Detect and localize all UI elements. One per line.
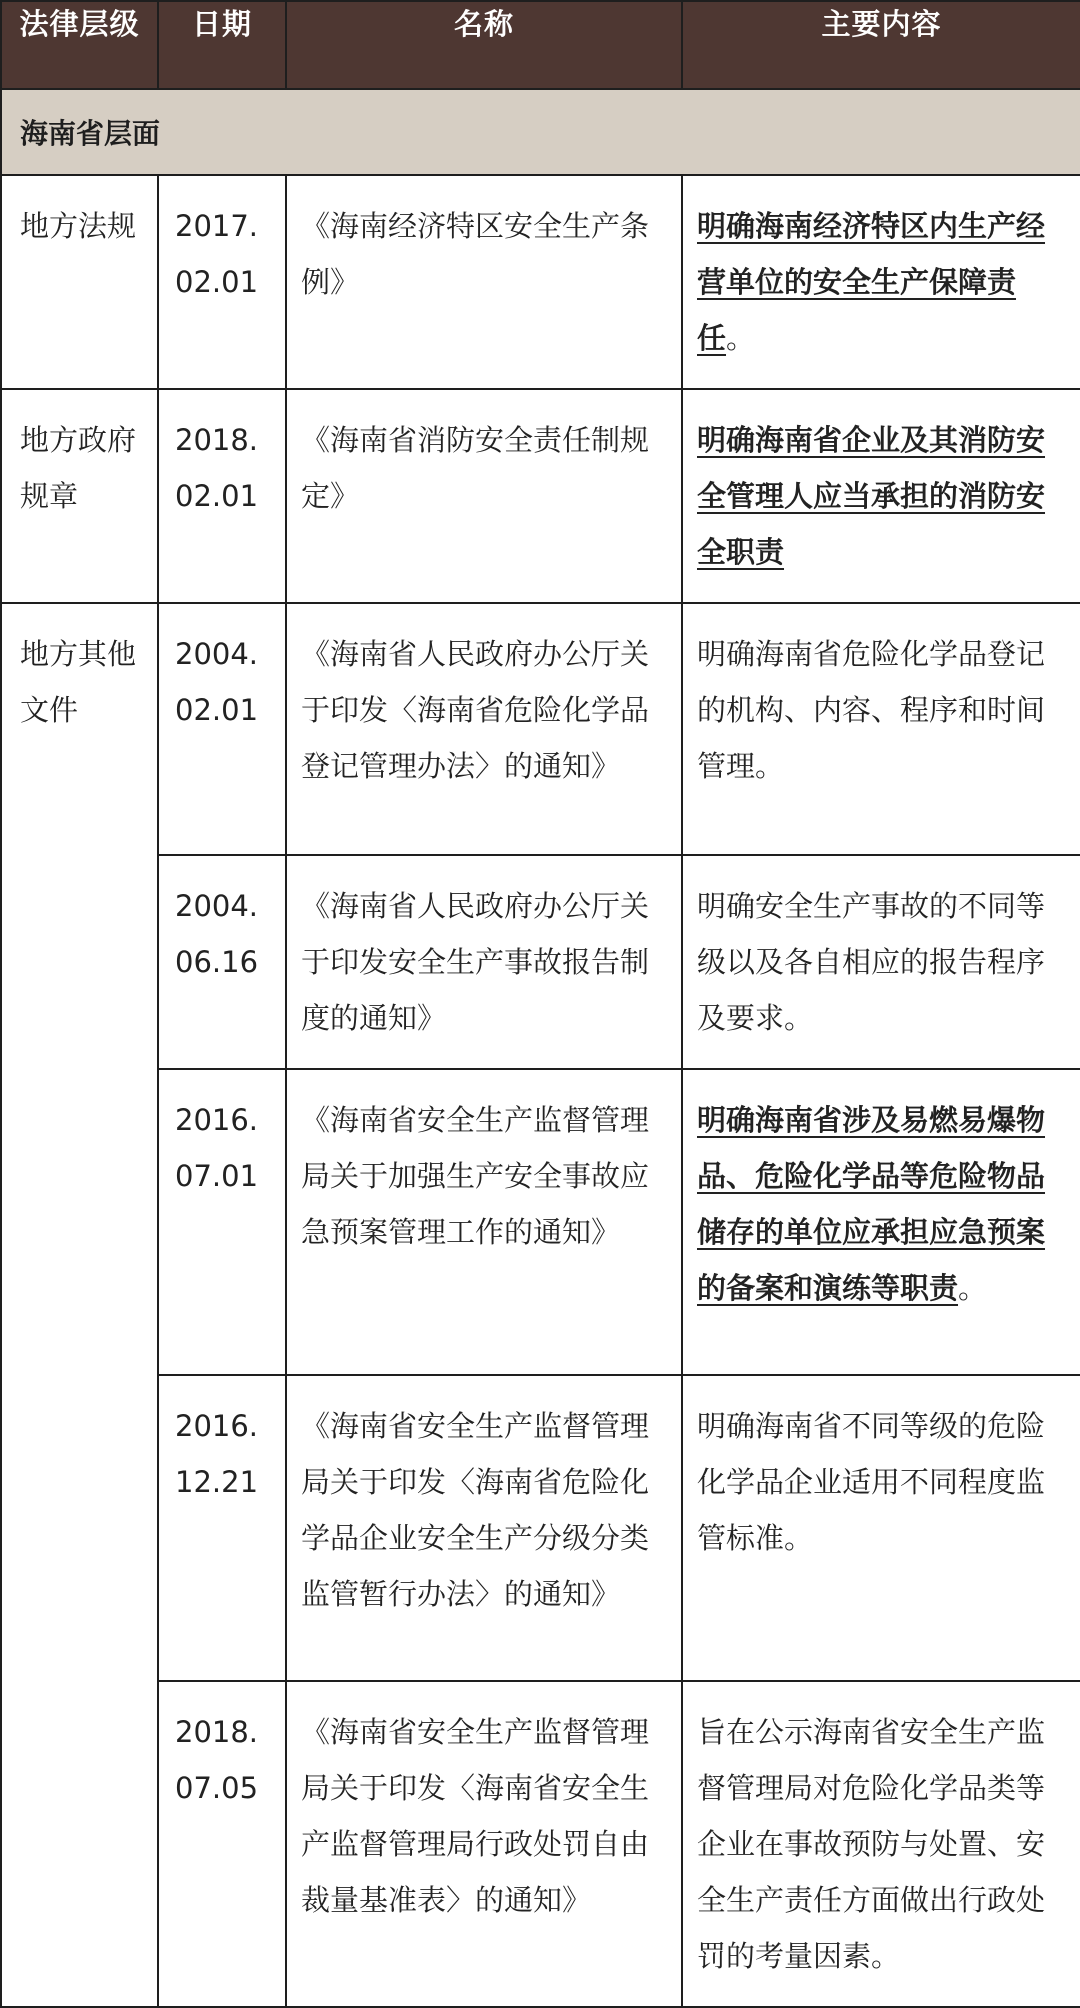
date-text: 2016. 12.21 xyxy=(175,1409,259,1499)
date-text: 2004. 02.01 xyxy=(175,637,259,727)
header-level: 法律层级 xyxy=(1,1,158,89)
content-cell xyxy=(682,603,1080,855)
table-row xyxy=(1,1375,1080,1681)
name-cell xyxy=(286,1681,682,2007)
content-text: 明确安全生产事故的不同等级以及各自相应的报告程序及要求。 xyxy=(697,889,1046,1035)
date-text: 2017. 02.01 xyxy=(175,209,259,299)
date-cell xyxy=(158,175,286,389)
date-cell xyxy=(158,855,286,1069)
level-cell xyxy=(1,389,158,603)
header-row xyxy=(1,1,1080,89)
date-text: 2018. 07.05 xyxy=(175,1715,259,1805)
date-cell xyxy=(158,1375,286,1681)
name-text: 《海南省人民政府办公厅关于印发〈海南省危险化学品登记管理办法〉的通知》 xyxy=(301,637,650,783)
name-cell xyxy=(286,1069,682,1375)
name-text: 《海南省安全生产监督管理局关于印发〈海南省危险化学品企业安全生产分级分类监管暂行办法〉的通知》 xyxy=(301,1409,650,1611)
content-cell xyxy=(682,389,1080,603)
section-row xyxy=(1,89,1080,175)
level-cell xyxy=(1,603,158,2007)
date-text: 2016. 07.01 xyxy=(175,1103,259,1193)
table-row xyxy=(1,389,1080,603)
header-name: 名称 xyxy=(286,1,682,89)
content-cell xyxy=(682,1069,1080,1375)
name-text: 《海南经济特区安全生产条例》 xyxy=(301,209,650,299)
content-text: 明确海南省危险化学品登记的机构、内容、程序和时间管理。 xyxy=(697,637,1046,783)
level-text: 地方法规 xyxy=(20,209,137,243)
name-cell xyxy=(286,389,682,603)
date-text: 2004. 06.16 xyxy=(175,889,259,979)
content-bold-text: 明确海南经济特区内生产经营单位的安全生产保障责任 xyxy=(697,209,1046,355)
table-row xyxy=(1,603,1080,855)
date-cell xyxy=(158,1681,286,2007)
content-cell xyxy=(682,175,1080,389)
name-text: 《海南省安全生产监督管理局关于加强生产安全事故应急预案管理工作的通知》 xyxy=(301,1103,650,1249)
header-date: 日期 xyxy=(158,1,286,89)
table-row xyxy=(1,175,1080,389)
name-cell xyxy=(286,855,682,1069)
name-text: 《海南省消防安全责任制规定》 xyxy=(301,423,650,513)
date-cell xyxy=(158,603,286,855)
content-bold-text: 明确海南省企业及其消防安全管理人应当承担的消防安全职责 xyxy=(697,423,1046,569)
date-cell xyxy=(158,1069,286,1375)
content-text: 明确海南省不同等级的危险化学品企业适用不同程度监管标准。 xyxy=(697,1409,1046,1555)
table-row xyxy=(1,1681,1080,2007)
name-text: 《海南省安全生产监督管理局关于印发〈海南省安全生产监督管理局行政处罚自由裁量基准表〉的通知》 xyxy=(301,1715,650,1917)
table-row xyxy=(1,855,1080,1069)
content-cell xyxy=(682,1681,1080,2007)
name-cell xyxy=(286,603,682,855)
content-cell xyxy=(682,1375,1080,1681)
level-text: 地方其他文件 xyxy=(20,637,137,727)
level-text: 地方政府规章 xyxy=(20,423,137,513)
content-tail-text: 。 xyxy=(726,321,756,355)
content-tail-text: 。 xyxy=(958,1271,988,1305)
name-cell xyxy=(286,175,682,389)
name-cell xyxy=(286,1375,682,1681)
date-text: 2018. 02.01 xyxy=(175,423,259,513)
content-cell xyxy=(682,855,1080,1069)
table-row xyxy=(1,1069,1080,1375)
content-bold-text: 明确海南省涉及易燃易爆物品、危险化学品等危险物品储存的单位应承担应急预案的备案和演练等职责 xyxy=(697,1103,1046,1305)
content-text: 旨在公示海南省安全生产监督管理局对危险化学品类等企业在事故预防与处置、安全生产责任方面做出行政处罚的考量因素。 xyxy=(697,1715,1046,1973)
header-content: 主要内容 xyxy=(682,1,1080,89)
section-title: 海南省层面 xyxy=(1,89,1080,175)
name-text: 《海南省人民政府办公厅关于印发安全生产事故报告制度的通知》 xyxy=(301,889,650,1035)
date-cell xyxy=(158,389,286,603)
level-cell xyxy=(1,175,158,389)
